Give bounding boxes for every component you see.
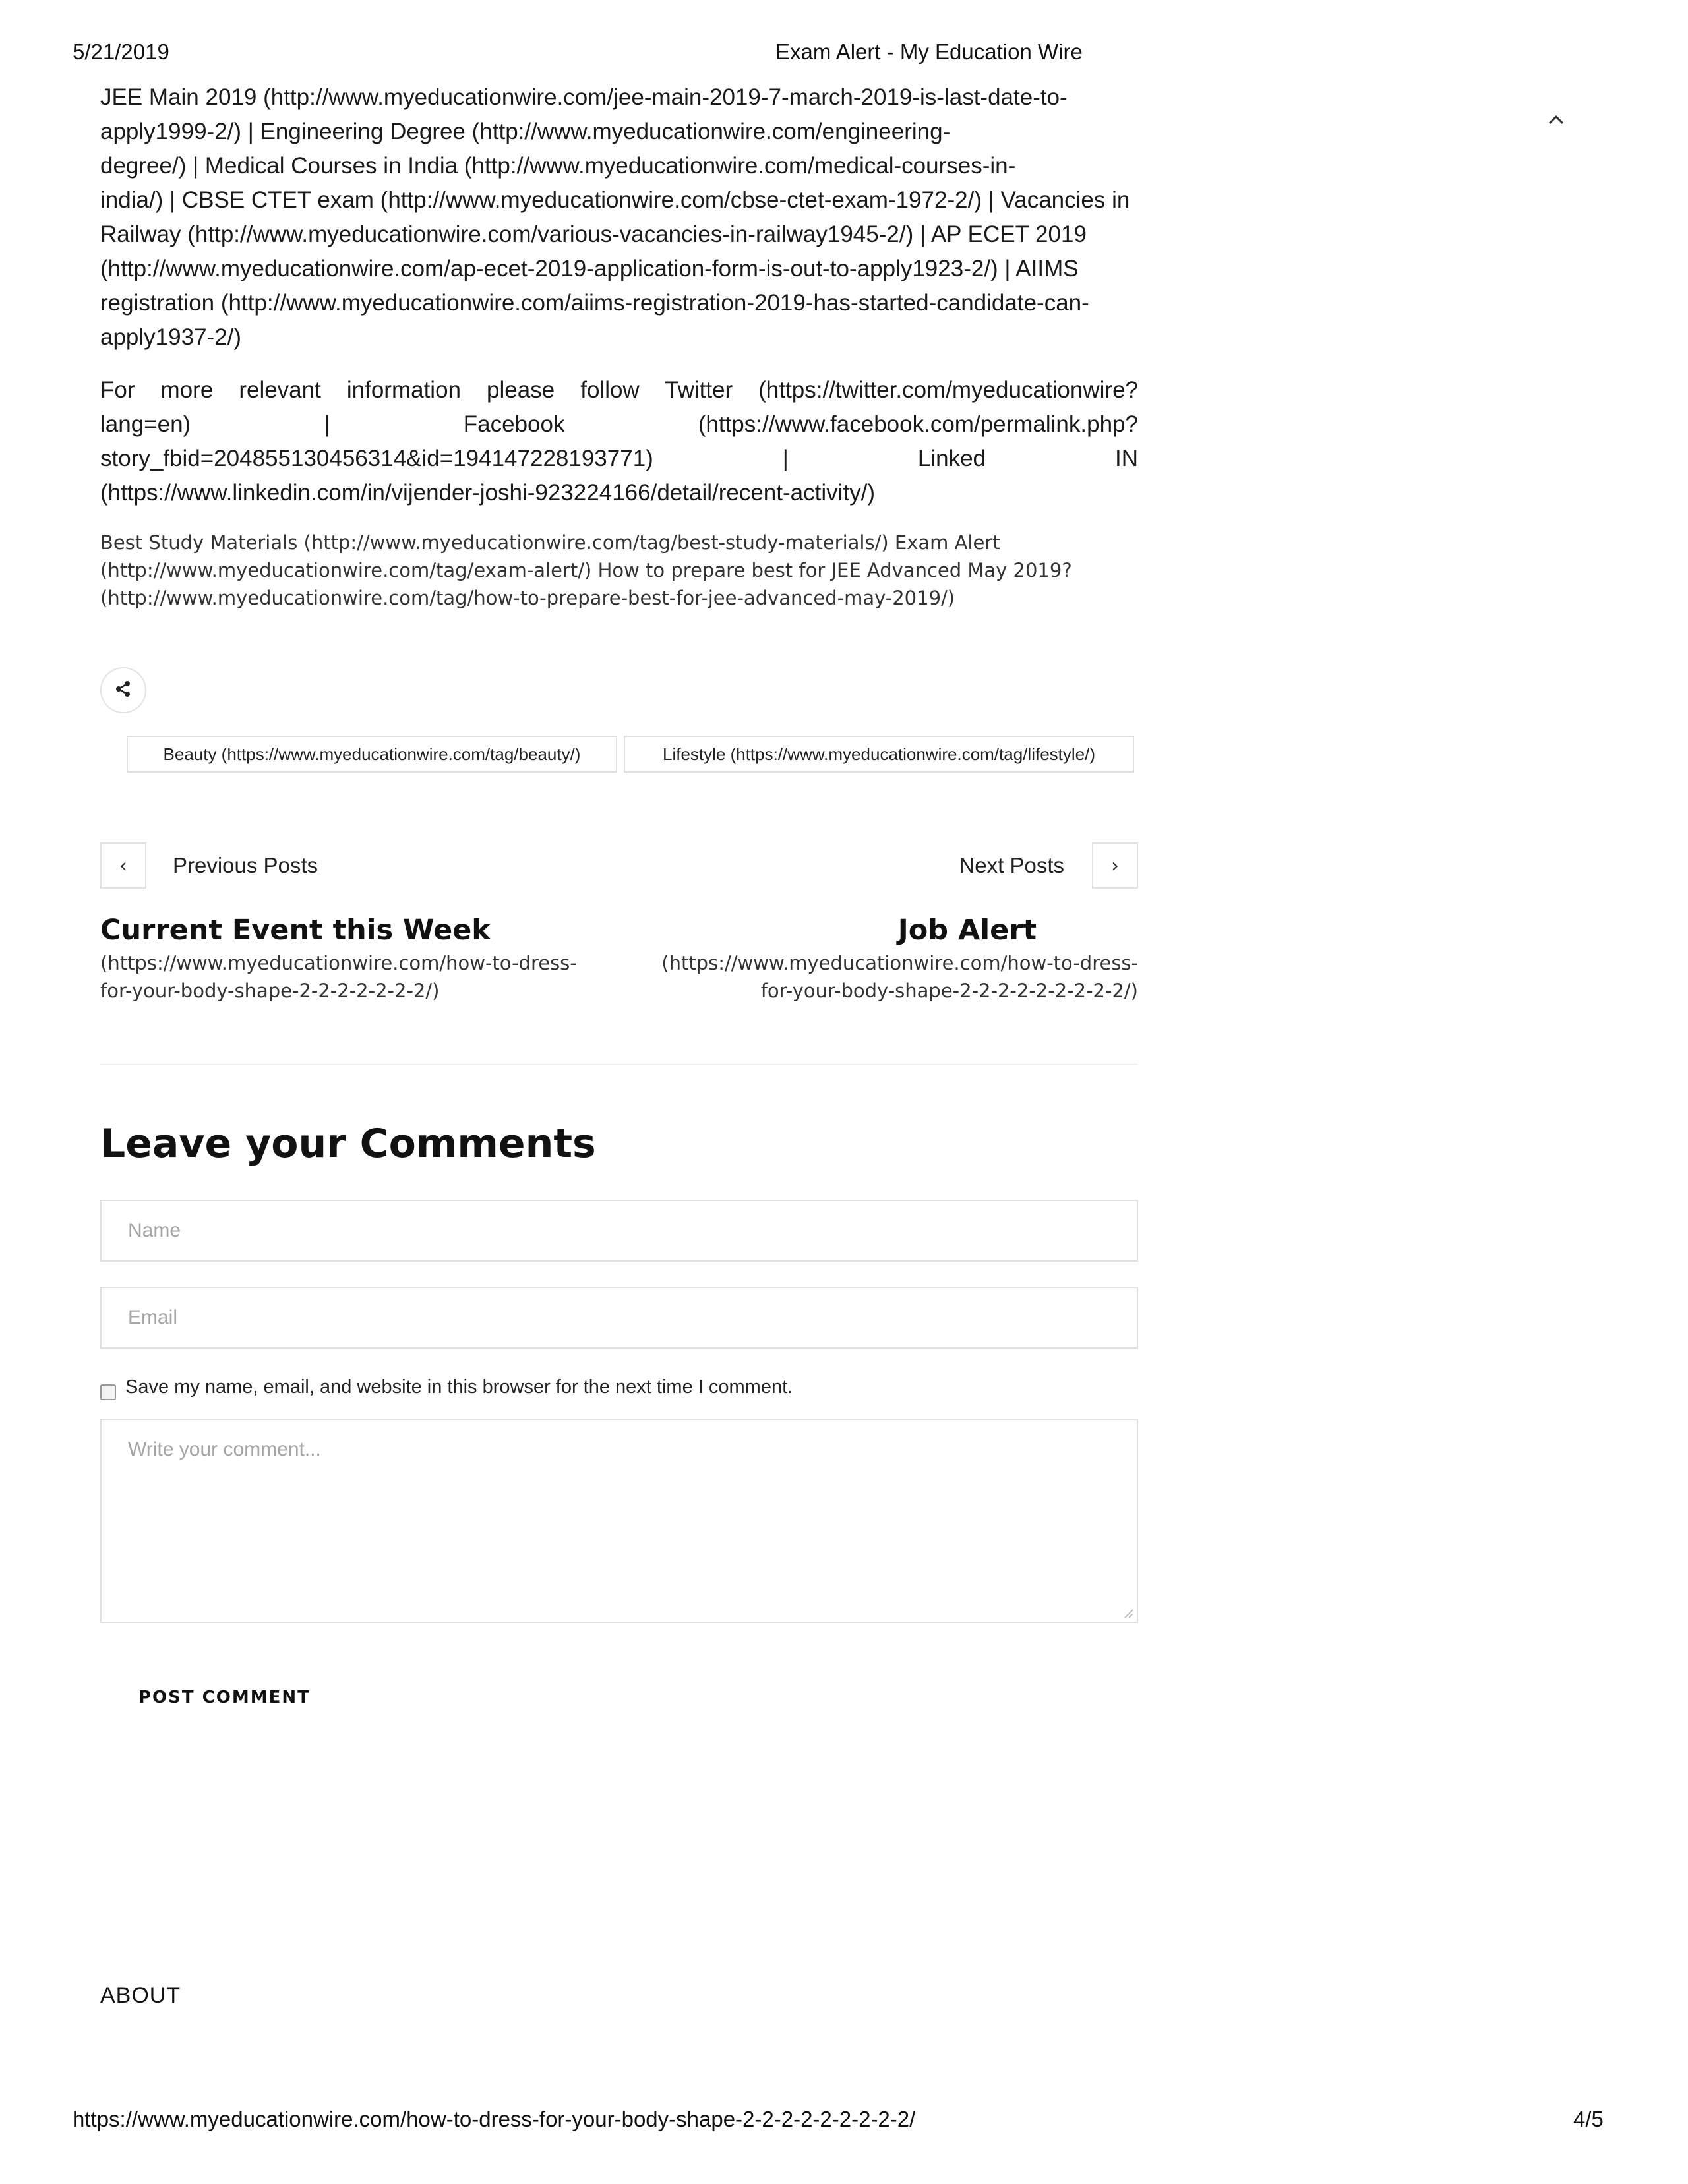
next-post-button[interactable] bbox=[1092, 842, 1138, 889]
section-divider bbox=[100, 1064, 1138, 1065]
link-line[interactable]: Railway (http://www.myeducationwire.com/various-vacancies-in-railway1945-2/) | AP ECET 2019 bbox=[100, 221, 1087, 247]
link-line[interactable]: registration (http://www.myeducationwire.com/aiims-registration-2019-has-started-candidate-can- bbox=[100, 290, 1089, 316]
follow-line[interactable]: lang=en) | Facebook (https://www.facebook.com/permalink.php? bbox=[100, 411, 1138, 437]
save-info-label[interactable]: Save my name, email, and website in this browser for the next time I comment. bbox=[125, 1376, 793, 1398]
share-button[interactable] bbox=[100, 667, 146, 713]
url-line: for-your-body-shape-2-2-2-2-2-2-2/) bbox=[100, 980, 440, 1002]
link-line[interactable]: (http://www.myeducationwire.com/ap-ecet-2019-application-form-is-out-to-apply1923-2/) | AIIMS bbox=[100, 256, 1079, 281]
email-input[interactable] bbox=[102, 1288, 1137, 1347]
save-info-checkbox[interactable] bbox=[100, 1384, 116, 1400]
tag-line[interactable]: (http://www.myeducationwire.com/tag/exam-alert/) How to prepare best for JEE Advanced May 2019? bbox=[100, 559, 1072, 581]
next-post-url[interactable] bbox=[593, 949, 1138, 1005]
post-comment-button[interactable]: POST COMMENT bbox=[138, 1688, 311, 1707]
email-field-wrapper bbox=[100, 1287, 1138, 1349]
related-links-paragraph bbox=[100, 80, 1142, 355]
share-icon bbox=[115, 680, 132, 701]
url-line: (https://www.myeducationwire.com/how-to-dress- bbox=[661, 952, 1138, 974]
previous-post-title[interactable]: Current Event this Week bbox=[100, 914, 491, 947]
print-url: https://www.myeducationwire.com/how-to-dress-for-your-body-shape-2-2-2-2-2-2-2-2-2/ bbox=[73, 2107, 916, 2131]
link-line[interactable]: JEE Main 2019 (http://www.myeducationwire.com/jee-main-2019-7-march-2019-is-last-date-to- bbox=[100, 84, 1068, 110]
link-line[interactable]: degree/) | Medical Courses in India (http://www.myeducationwire.com/medical-courses-in- bbox=[100, 153, 1016, 179]
print-page-number: 4/5 bbox=[1573, 2107, 1604, 2131]
next-posts-label[interactable]: Next Posts bbox=[959, 853, 1064, 877]
link-line[interactable]: apply1937-2/) bbox=[100, 324, 242, 350]
name-input[interactable] bbox=[102, 1201, 1137, 1260]
tag-line[interactable]: (http://www.myeducationwire.com/tag/how-to-prepare-best-for-jee-advanced-may-2019/) bbox=[100, 587, 955, 609]
link-line[interactable]: apply1999-2/) | Engineering Degree (http://www.myeducationwire.com/engineering- bbox=[100, 119, 951, 144]
follow-line[interactable]: story_fbid=204855130456314&id=194147228193771) | Linked IN bbox=[100, 446, 1138, 471]
next-post-title[interactable]: Job Alert bbox=[897, 914, 1037, 947]
comments-heading: Leave your Comments bbox=[100, 1121, 596, 1167]
chevron-right-icon: › bbox=[1111, 854, 1119, 877]
name-field-wrapper bbox=[100, 1200, 1138, 1262]
follow-paragraph bbox=[100, 373, 1138, 510]
tag-line[interactable]: Best Study Materials (http://www.myeducationwire.com/tag/best-study-materials/) Exam Alert bbox=[100, 531, 1000, 554]
follow-line[interactable]: (https://www.linkedin.com/in/vijender-joshi-923224166/detail/recent-activity/) bbox=[100, 480, 875, 506]
follow-line[interactable]: For more relevant information please follow Twitter (https://twitter.com/myeducationwire? bbox=[100, 377, 1138, 403]
previous-post-url[interactable] bbox=[100, 949, 628, 1005]
resize-handle-icon[interactable] bbox=[1122, 1607, 1134, 1619]
url-line: for-your-body-shape-2-2-2-2-2-2-2-2-2/) bbox=[760, 980, 1138, 1002]
print-title: Exam Alert - My Education Wire bbox=[775, 40, 1083, 64]
previous-posts-label[interactable]: Previous Posts bbox=[173, 853, 318, 877]
post-tags bbox=[100, 529, 1155, 612]
comment-field-wrapper bbox=[100, 1419, 1138, 1623]
print-date: 5/21/2019 bbox=[73, 40, 169, 64]
previous-post-button[interactable] bbox=[100, 842, 146, 889]
chevron-left-icon: ‹ bbox=[119, 854, 127, 877]
chevron-up-icon[interactable] bbox=[1543, 109, 1569, 129]
footer-about-heading: ABOUT bbox=[100, 1983, 181, 2008]
url-line: (https://www.myeducationwire.com/how-to-dress- bbox=[100, 952, 577, 974]
link-line[interactable]: india/) | CBSE CTET exam (http://www.myeducationwire.com/cbse-ctet-exam-1972-2/) | Vacancies in bbox=[100, 187, 1130, 213]
category-chip-beauty[interactable]: Beauty (https://www.myeducationwire.com/tag/beauty/) bbox=[127, 736, 617, 773]
comment-textarea[interactable] bbox=[102, 1420, 1137, 1620]
category-chip-lifestyle[interactable]: Lifestyle (https://www.myeducationwire.com/tag/lifestyle/) bbox=[624, 736, 1134, 773]
